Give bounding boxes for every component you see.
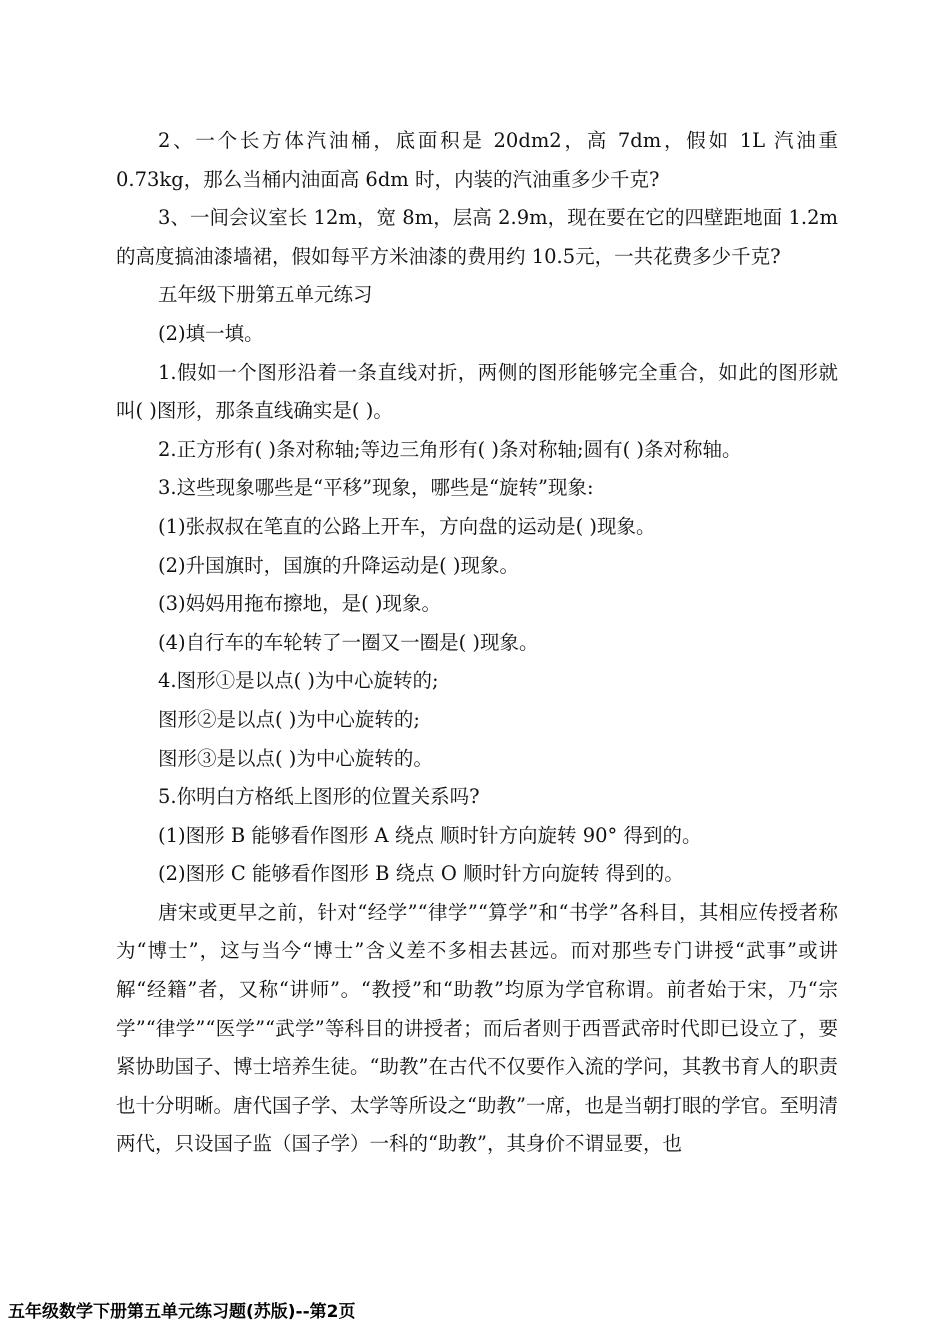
subsection-heading: (2)填一填。 — [158, 321, 264, 345]
fill-item-3-sub-3: (3)妈妈用拖布擦地，是( )现象。 — [158, 592, 442, 616]
fill-item-3: 3.这些现象哪些是“平移”现象，哪些是“旋转”现象: — [158, 476, 594, 500]
history-paragraph: 唐宋或更早之前，针对“经学”“律学”“算学”和“书学”各科目，其相应传授者称为“博士”，这与当今“博士”含义差不多相去甚远。而对那些专门讲授“武事”或讲解“经籍”者，又称“讲师”。“教授”和“助教”均原为学官称谓。前者始于宋，乃“宗学”“律学”“医学”“武学”等科目的讲授者；而后者则于西晋武帝时代即已设立了，要紧协助国子、博士培养生徒。“助教”在古代不仅要作入流的学问，其教书育人的职责也十分明晰。唐代国子学、太学等所设之“助教”一席，也是当朝打眼的学官。至明清两代，只设国子监（国子学）一科的“助教”，其身价不谓显要，也 — [116, 900, 838, 1156]
question-2-paragraph: 2、一个长方体汽油桶，底面积是 20dm2，高 7dm，假如 1L 汽油重 0.73kg，那么当桶内油面高 6dm 时，内装的汽油重多少千克? — [116, 129, 838, 191]
fill-item-3-sub-4: (4)自行车的车轮转了一圈又一圈是( )现象。 — [158, 630, 539, 654]
section-heading: 五年级下册第五单元练习 — [158, 283, 373, 307]
fill-item-3-sub-2: (2)升国旗时，国旗的升降运动是( )现象。 — [158, 553, 520, 577]
fill-item-4-line-3: 图形③是以点( )为中心旋转的。 — [158, 746, 433, 770]
fill-item-3-sub-1: (1)张叔叔在笔直的公路上开车，方向盘的运动是( )现象。 — [158, 514, 656, 538]
fill-item-4: 4.图形①是以点( )为中心旋转的; — [158, 669, 439, 693]
fill-item-2: 2.正方形有( )条对称轴;等边三角形有( )条对称轴;圆有( )条对称轴。 — [158, 437, 742, 461]
document-body — [116, 122, 838, 1164]
fill-item-1: 1.假如一个图形沿着一条直线对折，两侧的图形能够完全重合，如此的图形就叫( )图形，那条直线确实是( )。 — [116, 360, 838, 423]
fill-item-4-line-2: 图形②是以点( )为中心旋转的; — [158, 707, 420, 731]
fill-item-5-sub-1: (1)图形 B 能够看作图形 A 绕点 顺时针方向旋转 90° 得到的。 — [158, 823, 702, 847]
fill-item-5: 5.你明白方格纸上图形的位置关系吗? — [158, 785, 480, 809]
page-footer: 五年级数学下册第五单元练习题(苏版)--第2页 — [8, 1302, 356, 1322]
fill-item-5-sub-2: (2)图形 C 能够看作图形 B 绕点 O 顺时针方向旋转 得到的。 — [158, 862, 684, 886]
question-3-paragraph: 3、一间会议室长 12m，宽 8m，层高 2.9m，现在要在它的四壁距地面 1.2m 的高度搞油漆墙裙，假如每平方米油漆的费用约 10.5元，一共花费多少千克? — [116, 206, 838, 268]
